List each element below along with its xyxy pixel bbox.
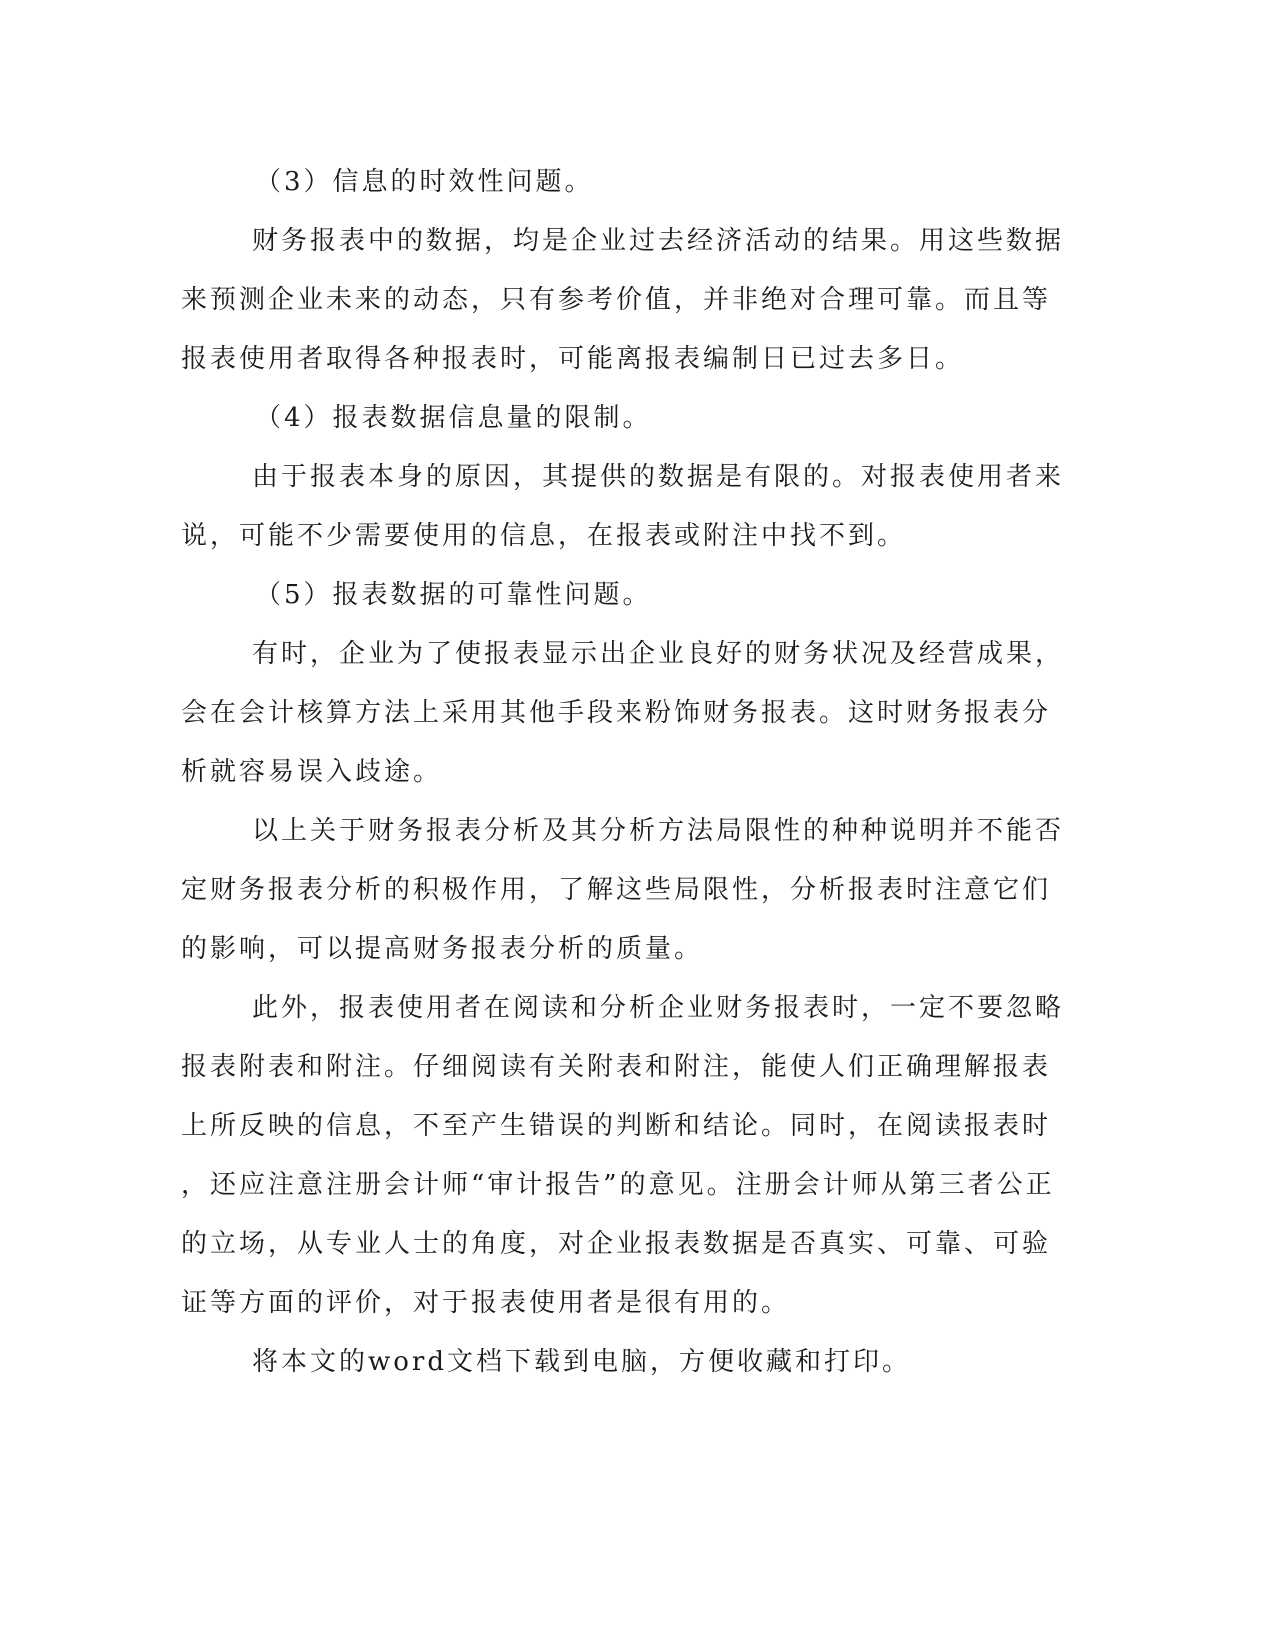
text-line: 析就容易误入歧途。: [181, 757, 443, 787]
text-line: 来预测企业未来的动态，只有参考价值，并非绝对合理可靠。而且等: [181, 285, 1052, 315]
text-line: 的立场，从专业人士的角度，对企业报表数据是否真实、可靠、可验: [181, 1229, 1052, 1259]
text-line: 财务报表中的数据，均是企业过去经济活动的结果。用这些数据: [252, 226, 1065, 256]
text-line: 的影响，可以提高财务报表分析的质量。: [181, 934, 704, 964]
text-line: 说，可能不少需要使用的信息，在报表或附注中找不到。: [181, 521, 907, 551]
text-line: 定财务报表分析的积极作用，了解这些局限性，分析报表时注意它们: [181, 875, 1052, 905]
text-line: 报表使用者取得各种报表时，可能离报表编制日已过去多日。: [181, 344, 965, 374]
text-line: 将本文的word文档下载到电脑，方便收藏和打印。: [252, 1347, 911, 1377]
text-line: 由于报表本身的原因，其提供的数据是有限的。对报表使用者来: [252, 462, 1065, 492]
text-line: （3）信息的时效性问题。: [255, 167, 594, 197]
text-line: 以上关于财务报表分析及其分析方法局限性的种种说明并不能否: [252, 816, 1065, 846]
text-line: ，还应注意注册会计师“审计报告”的意见。注册会计师从第三者公正: [181, 1170, 1055, 1200]
text-line: 会在会计核算方法上采用其他手段来粉饰财务报表。这时财务报表分: [181, 698, 1052, 728]
text-line: （4）报表数据信息量的限制。: [255, 403, 652, 433]
text-line: 有时，企业为了使报表显示出企业良好的财务状况及经营成果，: [252, 639, 1065, 669]
text-line: 报表附表和附注。仔细阅读有关附表和附注，能使人们正确理解报表: [181, 1052, 1052, 1082]
text-line: 此外，报表使用者在阅读和分析企业财务报表时，一定不要忽略: [252, 993, 1065, 1023]
text-line: （5）报表数据的可靠性问题。: [255, 580, 652, 610]
text-line: 证等方面的评价，对于报表使用者是很有用的。: [181, 1288, 791, 1318]
text-line: 上所反映的信息，不至产生错误的判断和结论。同时，在阅读报表时: [181, 1111, 1052, 1141]
